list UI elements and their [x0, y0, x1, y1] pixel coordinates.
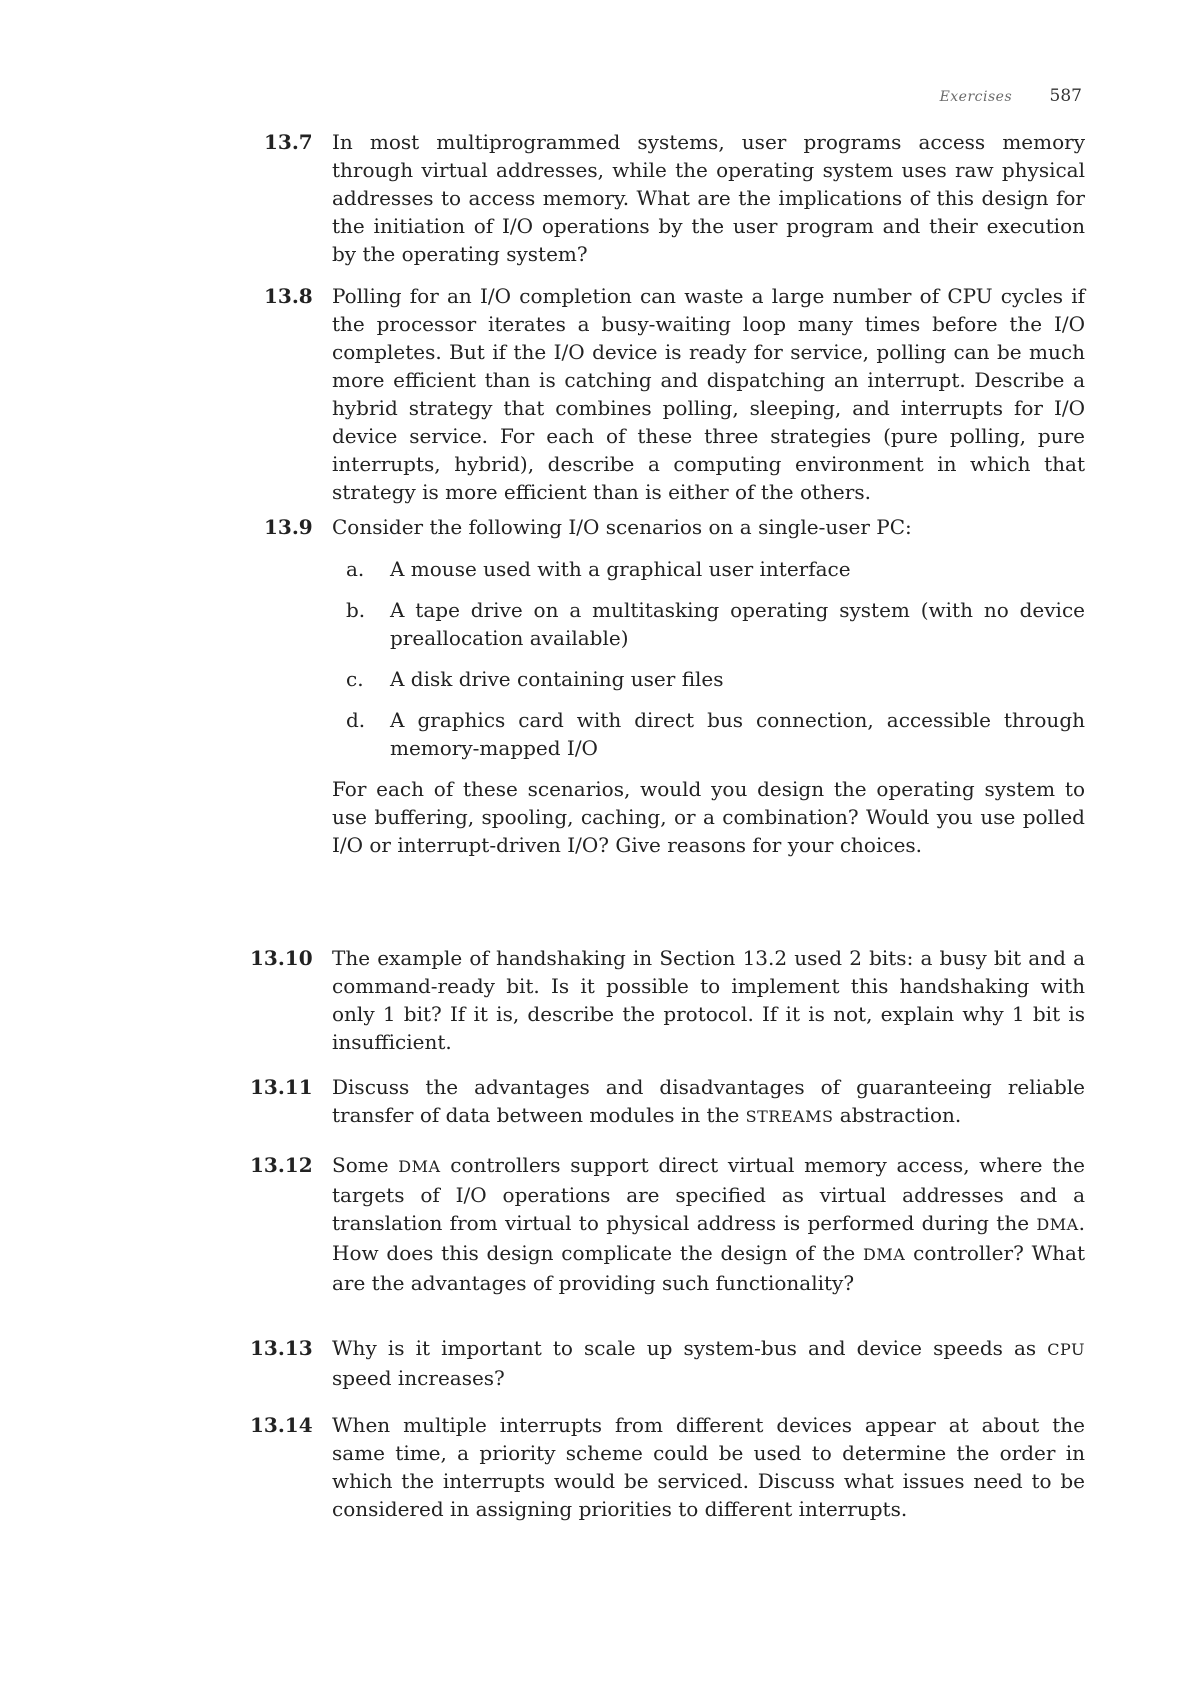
- page-number: 587: [1049, 86, 1082, 106]
- exercise-13-7: [240, 128, 1085, 268]
- exercise-13-10: [240, 944, 1085, 1056]
- list-item: [332, 596, 1085, 652]
- list-item-text: A mouse used with a graphical user interface: [390, 557, 851, 581]
- exercise-number: 13.10: [250, 946, 313, 970]
- exercise-13-9: [240, 513, 1085, 859]
- exercise-paragraph: The example of handshaking in Section 13.2 used 2 bits: a busy bit and a command-ready bit. Is it possible to implement this handshaking with only 1 bit? If it is, describe the protocol. If it is not, explain why 1 bit is insufficient.: [332, 946, 1085, 1054]
- text-segment: Why is it important to scale up system-bus and device speeds as: [332, 1336, 1048, 1360]
- streams-term: STREAMS: [745, 1107, 834, 1126]
- text-segment: speed increases?: [332, 1366, 505, 1390]
- exercise-number: 13.11: [250, 1075, 313, 1099]
- list-item: [332, 555, 1085, 583]
- list-item-letter: d.: [346, 708, 366, 732]
- exercise-text: [332, 282, 1085, 506]
- list-item-text: A graphics card with direct bus connection, accessible through memory-mapped I/O: [390, 708, 1085, 760]
- exercise-paragraph: When multiple interrupts from different devices appear at about the same time, a priority scheme could be used to determine the order in which the interrupts would be serviced. Discuss what issues need to be considered in assigning priorities to different interrupts.: [332, 1413, 1085, 1521]
- list-item-letter: b.: [346, 598, 366, 622]
- exercise-paragraph: [332, 1151, 1085, 1297]
- list-item: [332, 706, 1085, 762]
- text-segment: controllers support direct virtual memory access, where the targets of I/O operations are specified as virtual addresses and a translation from virtual to physical address is performed during the: [332, 1153, 1085, 1235]
- exercise-13-13: [240, 1334, 1085, 1392]
- list-item-letter: c.: [346, 667, 364, 691]
- exercise-paragraph: [332, 1334, 1085, 1392]
- dma-term: DMA: [863, 1245, 906, 1264]
- text-segment: Some: [332, 1153, 399, 1177]
- exercise-text: [332, 1334, 1085, 1392]
- exercise-text: [332, 128, 1085, 268]
- exercise-13-14: [240, 1411, 1085, 1523]
- text-segment: controller? What are the advantages of providing such functionality?: [332, 1241, 1085, 1295]
- exercise-intro: Consider the following I/O scenarios on a single-user PC:: [332, 515, 912, 539]
- dma-term: DMA: [398, 1157, 441, 1176]
- exercise-number: 13.7: [264, 130, 313, 154]
- exercise-number: 13.14: [250, 1413, 313, 1437]
- exercise-paragraph: In most multiprogrammed systems, user programs access memory through virtual addresses, while the operating system uses raw physical addresses to access memory. What are the implications of this design for the initiation of I/O operations by the user program and their execution by the operating system?: [332, 130, 1085, 266]
- exercise-paragraph: Polling for an I/O completion can waste a large number of CPU cycles if the processor iterates a busy-waiting loop many times before the I/O completes. But if the I/O device is ready for service, polling can be much more efficient than is catching and dispatching an interrupt. Describe a hybrid strategy that combines polling, sleeping, and interrupts for I/O device service. For each of these three strategies (pure polling, pure interrupts, hybrid), describe a computing environment in which that strategy is more efficient than is either of the others.: [332, 284, 1085, 504]
- exercise-number: 13.12: [250, 1153, 313, 1177]
- exercise-text: [332, 1411, 1085, 1523]
- exercise-text: [332, 1073, 1085, 1131]
- exercise-paragraph: [332, 1073, 1085, 1131]
- dma-term: DMA: [1036, 1215, 1079, 1234]
- exercise-13-11: [240, 1073, 1085, 1131]
- exercise-text: [332, 1151, 1085, 1297]
- list-item-text: A tape drive on a multitasking operating system (with no device preallocation available): [390, 598, 1085, 650]
- text-segment: abstraction.: [833, 1103, 962, 1127]
- text-segment: . How does this design complicate the design of the: [332, 1211, 1085, 1265]
- exercise-number: 13.13: [250, 1336, 313, 1360]
- cpu-term: CPU: [1047, 1340, 1085, 1359]
- text-segment: Discuss the advantages and disadvantages of guaranteeing reliable transfer of data between modules in the: [332, 1075, 1085, 1127]
- exercise-text: [332, 944, 1085, 1056]
- exercise-13-12: [240, 1151, 1085, 1297]
- list-item-text: A disk drive containing user files: [390, 667, 724, 691]
- exercise-text: [332, 513, 1085, 859]
- running-head: [800, 86, 1082, 107]
- exercise-followup: For each of these scenarios, would you design the operating system to use buffering, spooling, caching, or a combination? Would you use polled I/O or interrupt-driven I/O? Give reasons for your choices.: [332, 777, 1085, 857]
- exercise-13-8: [240, 282, 1085, 506]
- running-head-section: Exercises: [939, 89, 1013, 105]
- scenario-list: [332, 555, 1085, 762]
- list-item-letter: a.: [346, 557, 365, 581]
- exercise-number: 13.8: [264, 284, 313, 308]
- exercise-number: 13.9: [264, 515, 313, 539]
- list-item: [332, 665, 1085, 693]
